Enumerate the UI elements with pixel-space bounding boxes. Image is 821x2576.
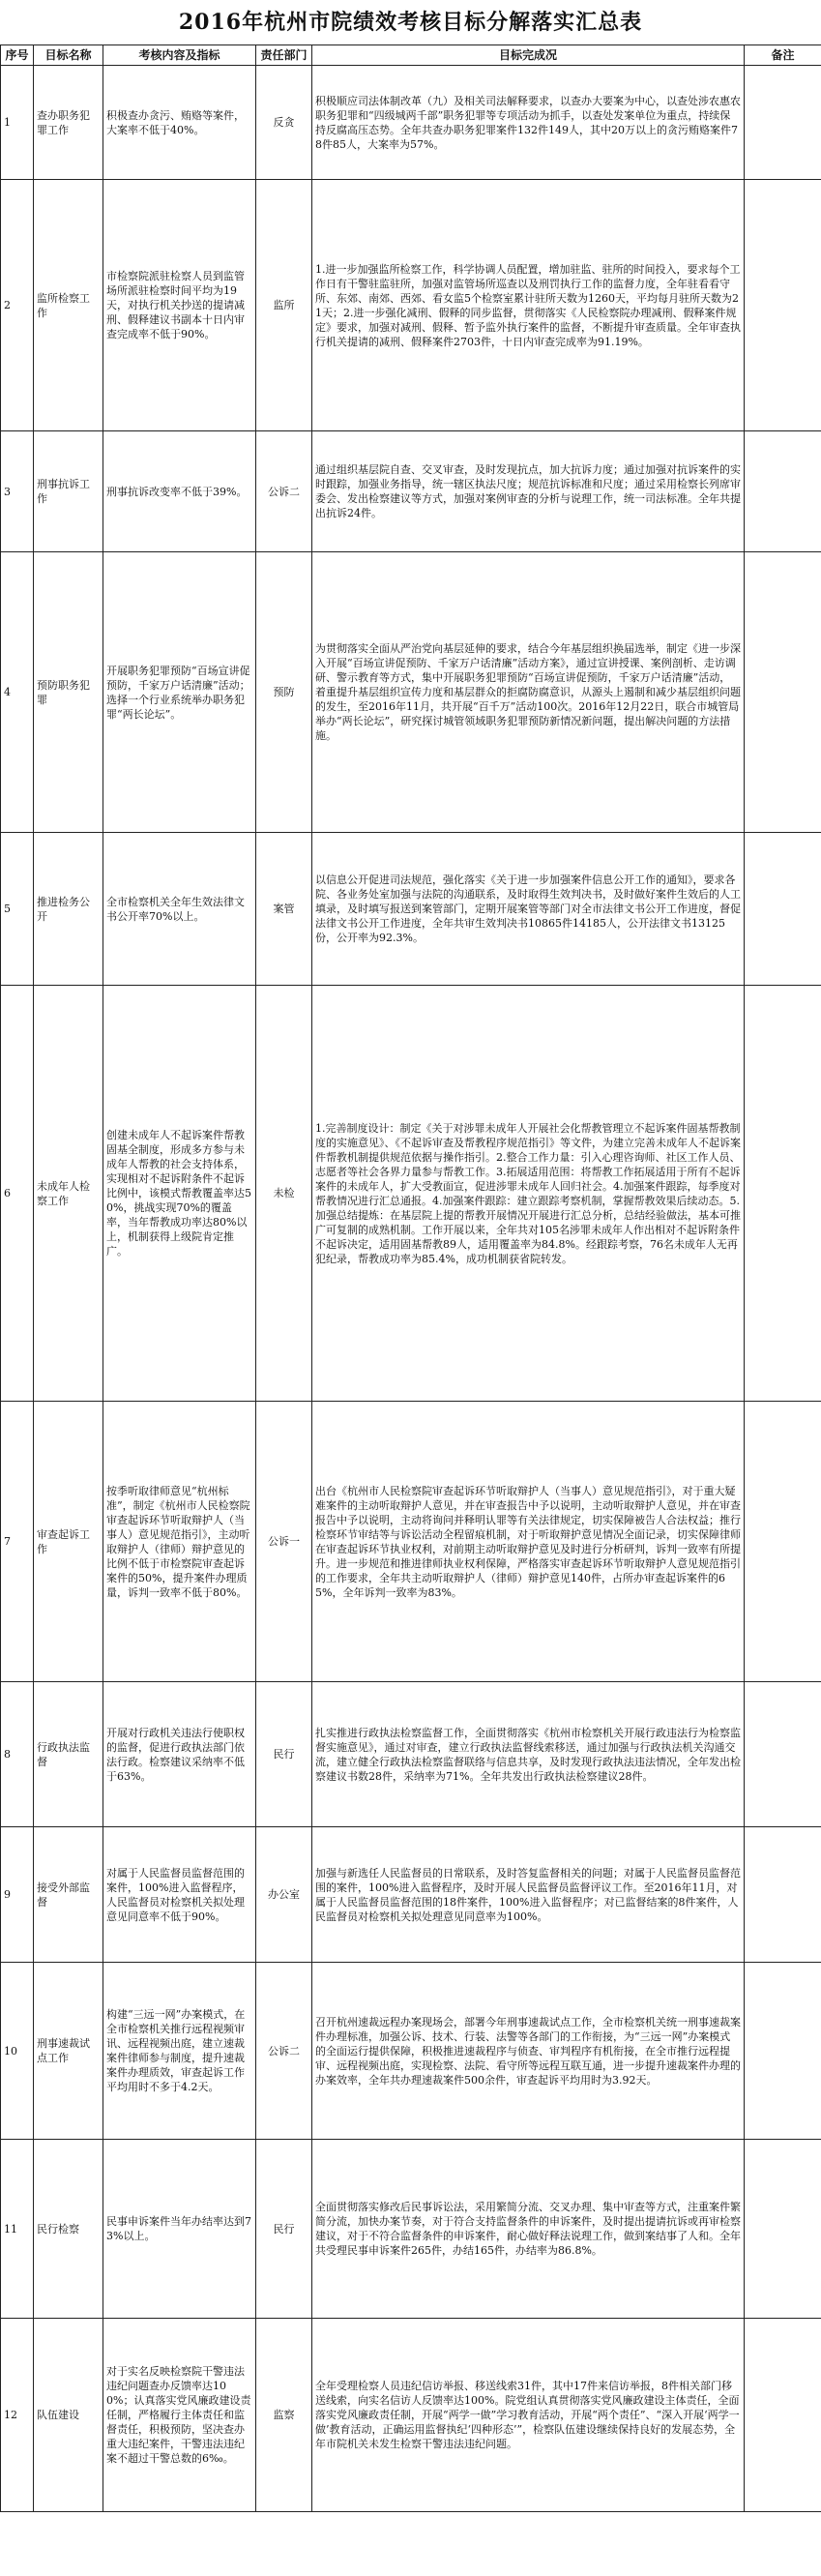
row-number: 9 — [1, 1827, 34, 1963]
responsible-dept: 案管 — [256, 833, 312, 986]
assessment-content: 对属于人民监督员监督范围的案件，100%进入监督程序，人民监督员对检察机关拟处理意见同意率不低于90%。 — [103, 1827, 256, 1963]
assessment-content: 对于实名反映检察院干警违法违纪问题查办反馈率达100%；认真落实党风廉政建设责任制，严格履行主体责任和监督责任，积极预防，坚决查办重大违纪案件，干警违法违纪案不超过干警总数的6‰。 — [103, 2319, 256, 2512]
remarks — [745, 1827, 821, 1963]
row-number: 2 — [1, 180, 34, 431]
row-number: 3 — [1, 431, 34, 552]
completion-status: 加强与新选任人民监督员的日常联系，及时答复监督相关的问题；对属于人民监督员监督范围的案件，100%进入监督程序，及时开展人民监督员监督评议工作。至2016年11月，对属于人民监督员监督范围的18件案件，100%进入监督程序；对已监督结案的8件案件，人民监督员对检察机关拟处理意见同意率为100%。 — [312, 1827, 745, 1963]
table-row — [1, 2319, 821, 2512]
responsible-dept: 民行 — [256, 2140, 312, 2319]
row-number: 10 — [1, 1963, 34, 2140]
remarks — [745, 1682, 821, 1827]
remarks — [745, 552, 821, 833]
responsible-dept: 监察 — [256, 2319, 312, 2512]
assessment-content: 全市检察机关全年生效法律文书公开率70%以上。 — [103, 833, 256, 986]
goal-name: 民行检察 — [34, 2140, 103, 2319]
header-goal: 目标名称 — [34, 45, 103, 66]
goal-name: 查办职务犯罪工作 — [34, 66, 103, 180]
table-row — [1, 552, 821, 833]
responsible-dept: 民行 — [256, 1682, 312, 1827]
table-row — [1, 1682, 821, 1827]
header-no: 序号 — [1, 45, 34, 66]
responsible-dept: 公诉二 — [256, 431, 312, 552]
goal-name: 刑事抗诉工作 — [34, 431, 103, 552]
responsible-dept: 办公室 — [256, 1827, 312, 1963]
row-number: 12 — [1, 2319, 34, 2512]
header-dept: 责任部门 — [256, 45, 312, 66]
assessment-content: 市检察院派驻检察人员到监管场所派驻检察时间平均为19天，对执行机关抄送的提请减刑、假释建议书副本十日内审查完成率不低于90%。 — [103, 180, 256, 431]
assessment-content: 积极查办贪污、贿赂等案件，大案率不低于40%。 — [103, 66, 256, 180]
completion-status: 全面贯彻落实修改后民事诉讼法，采用繁简分流、交叉办理、集中审查等方式，注重案件繁简分流，加快办案节奏，对于符合支持监督条件的申诉案件，及时提出提请抗诉或再审检察建议，对于不符合监督条件的申诉案件，耐心做好释法说理工作，做到案结事了人和。全年共受理民事申诉案件265件，办结165件，办结率为86.8%。 — [312, 2140, 745, 2319]
goal-name: 行政执法监督 — [34, 1682, 103, 1827]
assessment-content: 刑事抗诉改变率不低于39%。 — [103, 431, 256, 552]
header-content: 考核内容及指标 — [103, 45, 256, 66]
remarks — [745, 180, 821, 431]
responsible-dept: 公诉二 — [256, 1963, 312, 2140]
row-number: 11 — [1, 2140, 34, 2319]
remarks — [745, 2319, 821, 2512]
table-row — [1, 2140, 821, 2319]
report-title: 2016年杭州市院绩效考核目标分解落实汇总表 — [178, 10, 643, 35]
goal-name: 接受外部监督 — [34, 1827, 103, 1963]
completion-status: 1.完善制度设计：制定《关于对涉罪未成年人开展社会化帮教管理立不起诉案件固基帮教制度的实施意见》、《不起诉审查及帮教程序规范指引》等文件，为建立完善未成年人不起诉案件帮教机制提供规范依据与操作指引。2.整合工作力量：引入心理咨询师、社区工作人员、志愿者等社会各界力量参与帮教工作。3.拓展适用范围：将帮教工作拓展适用于所有不起诉案件的未成年人，扩大受教面宣，促进涉罪未成年人回归社会。4.加强案件跟踪，每季度对帮教情况进行汇总通报。4.加强案件跟踪：建立跟踪考察机制，掌握帮教效果后续动态。5.加强总结提炼：在基层院上提的帮教开展情况开展进行汇总分析，总结经验做法，基本可推广可复制的成熟机制。工作开展以来，全年共对105名涉罪未成年人作出相对不起诉附条件不起诉决定，适用固基帮教89人，适用覆盖率为84.8%。经跟踪考察，76名未成年人无再犯纪录，帮教成功率为85.4%，成功机制获省院转发。 — [312, 986, 745, 1402]
table-row — [1, 180, 821, 431]
remarks — [745, 986, 821, 1402]
header-row — [1, 45, 821, 66]
responsible-dept: 公诉一 — [256, 1402, 312, 1682]
table-row — [1, 833, 821, 986]
row-number: 6 — [1, 986, 34, 1402]
goal-name: 刑事速裁试点工作 — [34, 1963, 103, 2140]
completion-status: 通过组织基层院自查、交叉审查，及时发现抗点，加大抗诉力度；通过加强对抗诉案件的实时跟踪，加强业务指导，统一辖区执法尺度；规范抗诉标准和尺度；通过采用检察长列席审委会、发出检察建议等方式，加强对案例审查的分析与说理工作，统一司法标准。全年共提出抗诉24件。 — [312, 431, 745, 552]
assessment-content: 开展职务犯罪预防“百场宣讲促预防，千家万户话清廉”活动；选择一个行业系统举办职务犯罪“两长论坛”。 — [103, 552, 256, 833]
responsible-dept: 预防 — [256, 552, 312, 833]
completion-status: 以信息公开促进司法规范，强化落实《关于进一步加强案件信息公开工作的通知》，要求各院、各业务处室加强与法院的沟通联系，及时取得生效判决书，及时做好案件生效后的人工填录，及时填写报送到案管部门，定期开展案管等部门对全市法律文书公开工作进度，督促法律文书公开工作进度，全年共审生效判决书10865件14185人，公开法律文书13125份，公开率为92.3%。 — [312, 833, 745, 986]
row-number: 4 — [1, 552, 34, 833]
row-number: 1 — [1, 66, 34, 180]
goal-name: 监所检察工作 — [34, 180, 103, 431]
responsible-dept: 未检 — [256, 986, 312, 1402]
completion-status: 召开杭州速裁远程办案现场会，部署今年刑事速裁试点工作，全市检察机关统一刑事速裁案件办理标准，加强公诉、技术、行装、法警等各部门的工作衔接，为“三远一网”办案模式的全面运行提供保障，积极推进速裁程序与侦查、审判程序有机衔接，在全市推行远程提审、远程视频出庭，实现检察、法院、看守所等远程互联互通，进一步提升速裁案件办理的办案效率，全年共办理速裁案件500余件，审查起诉平均用时为3.92天。 — [312, 1963, 745, 2140]
header-progress: 目标完成况 — [312, 45, 745, 66]
remarks — [745, 66, 821, 180]
assessment-content: 开展对行政机关违法行使职权的监督，促进行政执法部门依法行政。检察建议采纳率不低于63%。 — [103, 1682, 256, 1827]
remarks — [745, 1963, 821, 2140]
goal-name: 推进检务公开 — [34, 833, 103, 986]
table-row — [1, 986, 821, 1402]
remarks — [745, 833, 821, 986]
completion-status: 全年受理检察人员违纪信访举报、移送线索31件，其中17件来信访举报，8件相关部门移送线索，向实名信访人反馈率达100%。院党组认真贯彻落实党风廉政建设主体责任，全面落实党风廉政责任制，开展“两学一做”学习教育活动，开展“两个责任”、“深入开展‘两学一做’教育活动，正确运用监督执纪‘四种形态’”，检察队伍建设继续保持良好的发展态势，全年市院机关未发生检察干警违法违纪问题。 — [312, 2319, 745, 2512]
table-row — [1, 1827, 821, 1963]
assessment-content: 按季听取律师意见“杭州标准”，制定《杭州市人民检察院审查起诉环节听取辩护人（当事人）意见规范指引》，主动听取辩护人（律师）辩护意见的比例不低于市检察院审查起诉案件的50%，提升案件办理质量，诉判一致率不低于80%。 — [103, 1402, 256, 1682]
goal-name: 预防职务犯罪 — [34, 552, 103, 833]
goal-name: 未成年人检察工作 — [34, 986, 103, 1402]
assessment-content: 创建未成年人不起诉案件帮教固基全制度，形成多方参与未成年人帮教的社会支持体系，实现相对不起诉附条件不起诉比例中，该模式帮教覆盖率达50%，挑战实现70%的覆盖率，当年帮教成功率达80%以上，机制获得上级院肯定推广。 — [103, 986, 256, 1402]
assessment-content: 民事申诉案件当年办结率达到73%以上。 — [103, 2140, 256, 2319]
completion-status: 出台《杭州市人民检察院审查起诉环节听取辩护人（当事人）意见规范指引》，对于重大疑难案件的主动听取辩护人意见，并在审查报告中予以说明，主动听取辩护人意见，并在审查报告中予以说明，主动将询问并释明认罪等有关法律规定，切实保障被告人合法权益；推行检察环节审结等与诉讼活动全程留痕机制，对于听取辩护意见情况全面记录，切实保障律师在审查起诉环节执业权利，对前期主动听取辩护意见及时进行分析研判，诉判一致率有所提升。进一步规范和推进律师执业权利保障，严格落实审查起诉环节听取辩护人意见规范指引的工作要求，全年共主动听取辩护人（律师）辩护意见140件，占所办审查起诉案件的65%，全年诉判一致率为83%。 — [312, 1402, 745, 1682]
table-row — [1, 1402, 821, 1682]
responsible-dept: 监所 — [256, 180, 312, 431]
row-number: 7 — [1, 1402, 34, 1682]
row-number: 5 — [1, 833, 34, 986]
remarks — [745, 2140, 821, 2319]
row-number: 8 — [1, 1682, 34, 1827]
responsible-dept: 反贪 — [256, 66, 312, 180]
goal-name: 队伍建设 — [34, 2319, 103, 2512]
remarks — [745, 1402, 821, 1682]
table-row — [1, 66, 821, 180]
table-row — [1, 1963, 821, 2140]
completion-status: 积极顺应司法体制改革（九）及相关司法解释要求，以查办大要案为中心，以查处涉农惠农职务犯罪和“四级城两千部”职务犯罪等专项活动为抓手，以查处发案单位为重点，持续保持反腐高压态势。全年共查办职务犯罪案件132件149人，其中20万以上的贪污贿赂案件78件85人，大案率为57%。 — [312, 66, 745, 180]
header-note: 备注 — [745, 45, 821, 66]
table-row — [1, 431, 821, 552]
completion-status: 1.进一步加强监所检察工作，科学协调人员配置，增加驻监、驻所的时间投入，要求每个工作日有干警驻监驻所，加强对监管场所巡查以及刑罚执行工作的监督力度，全年驻看看守所、东郊、南郊、西郊、看女监5个检察室累计驻所天数为1260天，平均每月驻所天数为21天；2.进一步强化减刑、假释的同步监督，贯彻落实《人民检察院办理减刑、假释案件规定》要求，加强对减刑、假释、暂予监外执行案件的监督，不断提升审查质量。全年审查执行机关提请的减刑、假释案件2703件，十日内审查完成率为91.19%。 — [312, 180, 745, 431]
goal-name: 审查起诉工作 — [34, 1402, 103, 1682]
assessment-content: 构建“三远一网”办案模式，在全市检察机关推行远程视频审讯、远程视频出庭，建立速裁案件律师参与制度，提升速裁案件办理质效，审查起诉工作平均用时不多于4.2天。 — [103, 1963, 256, 2140]
completion-status: 扎实推进行政执法检察监督工作，全面贯彻落实《杭州市检察机关开展行政违法行为检察监督实施意见》，通过对审查，建立行政执法监督线索移送，通过加强与行政执法机关沟通交流，建立健全行政执法检察监督联络与信息共享，及时发现行政执法违法情况，全年发出检察建议书数28件，采纳率为71%。全年共发出行政执法检察建议28件。 — [312, 1682, 745, 1827]
completion-status: 为贯彻落实全面从严治党向基层延伸的要求，结合今年基层组织换届选举，制定《进一步深入开展“百场宣讲促预防、千家万户话清廉”活动方案》，通过宣讲授课、案例剖析、走访调研、警示教育等方式，集中开展职务犯罪预防“百场宣讲促预防，千家万户话清廉”活动，着重提升基层组织宣传力度和基层群众的拒腐防腐意识，从源头上遏制和减少基层组织问题的发生，至2016年11月，共开展“百千万”活动100次。2016年12月22日，联合市城管局举办“两长论坛”，研究探讨城管领域职务犯罪预防新情况新问题，提出解决问题的方法措施。 — [312, 552, 745, 833]
report-table — [0, 44, 821, 2512]
remarks — [745, 431, 821, 552]
